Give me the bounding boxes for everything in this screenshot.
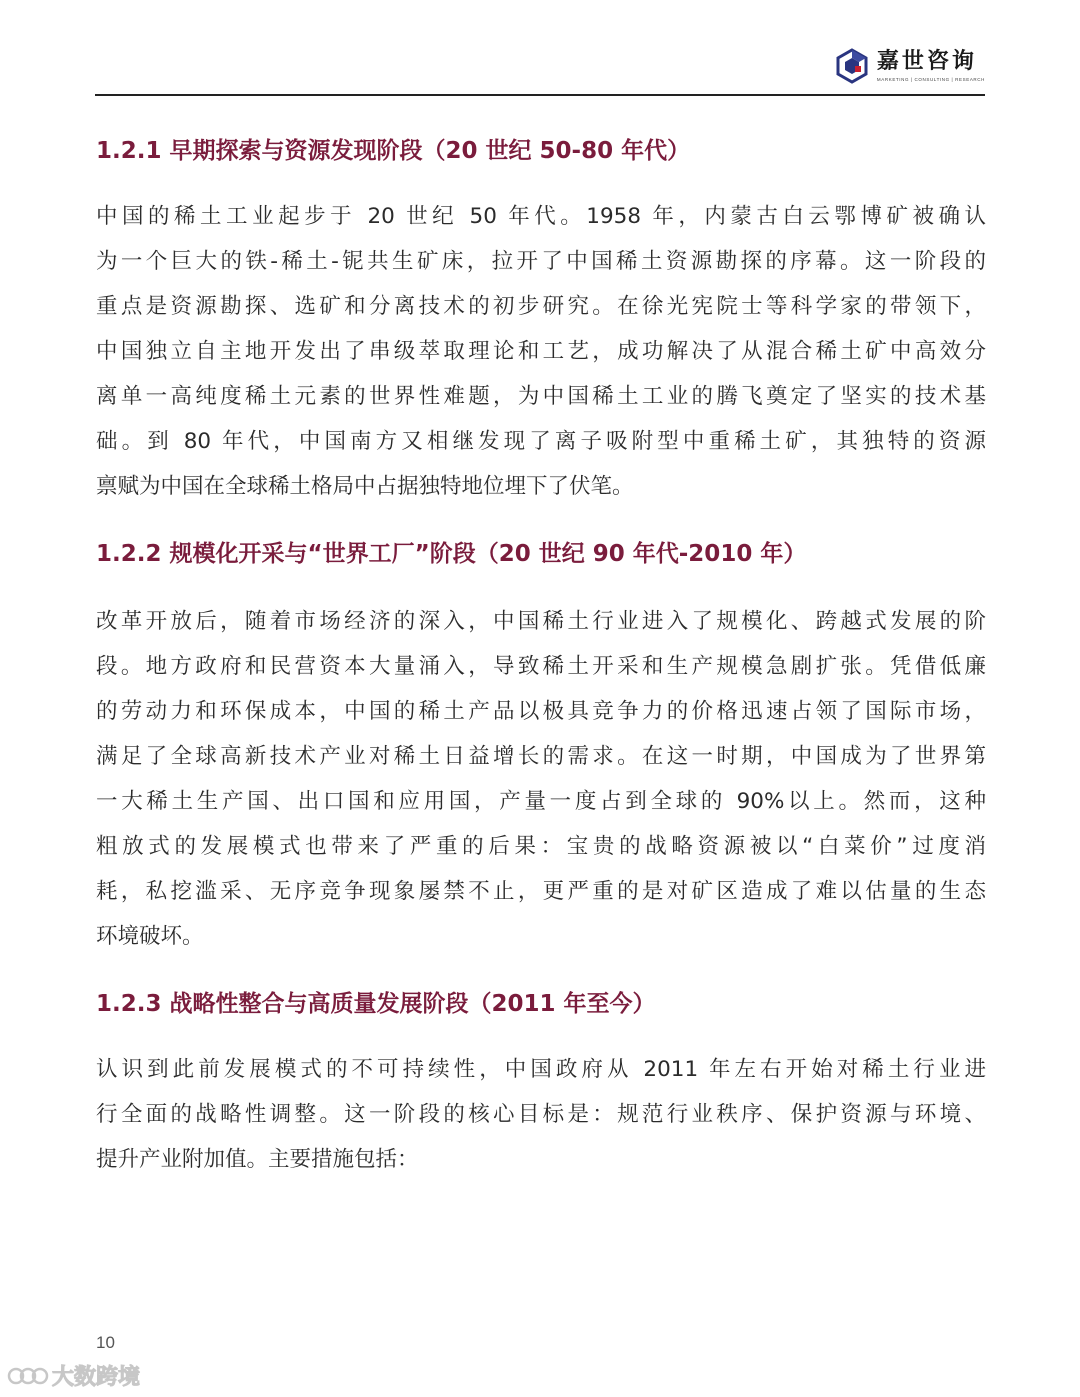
paragraph-line: 为一个巨大的铁-稀土-铌共生矿床，拉开了中国稀土资源勘探的序幕。这一阶段的 bbox=[96, 249, 986, 274]
paragraph-line: 础。到 80 年代，中国南方又相继发现了离子吸附型中重稀土矿，其独特的资源 bbox=[96, 429, 986, 454]
brand bbox=[835, 48, 985, 84]
paragraph-line: 重点是资源勘探、选矿和分离技术的初步研究。在徐光宪院士等科学家的带领下， bbox=[96, 294, 986, 319]
paragraph-line: 环境破坏。 bbox=[96, 924, 204, 949]
section-heading: 1.2.2 规模化开采与“世界工厂”阶段（20 世纪 90 年代-2010 年） bbox=[96, 541, 807, 567]
paragraph-line: 一大稀土生产国、出口国和应用国，产量一度占到全球的 90%以上。然而，这种 bbox=[96, 789, 986, 814]
section-paragraph bbox=[96, 599, 986, 959]
watermark-text: 大数跨境 bbox=[52, 1365, 141, 1390]
paragraph-line: 认识到此前发展模式的不可持续性，中国政府从 2011 年左右开始对稀土行业进 bbox=[96, 1057, 986, 1082]
header-divider bbox=[95, 94, 985, 96]
paragraph-line: 中国独立自主地开发出了串级萃取理论和工艺，成功解决了从混合稀土矿中高效分 bbox=[96, 339, 986, 364]
paragraph-line: 行全面的战略性调整。这一阶段的核心目标是：规范行业秩序、保护资源与环境、 bbox=[96, 1102, 986, 1127]
paragraph-line: 段。地方政府和民营资本大量涌入，导致稀土开采和生产规模急剧扩张。凭借低廉 bbox=[96, 654, 986, 679]
page-number: 10 bbox=[96, 1333, 115, 1352]
paragraph-line: 禀赋为中国在全球稀土格局中占据独特地位埋下了伏笔。 bbox=[96, 474, 634, 499]
paragraph-line: 满足了全球高新技术产业对稀土日益增长的需求。在这一时期，中国成为了世界第 bbox=[96, 744, 986, 769]
watermark-logo-icon bbox=[6, 1362, 50, 1390]
section-heading: 1.2.1 早期探索与资源发现阶段（20 世纪 50-80 年代） bbox=[96, 138, 691, 164]
brand-tagline: MARKETING | CONSULTING | RESEARCH bbox=[876, 77, 985, 82]
paragraph-line: 离单一高纯度稀土元素的世界性难题，为中国稀土工业的腾飞奠定了坚实的技术基 bbox=[96, 384, 986, 409]
section-heading: 1.2.3 战略性整合与高质量发展阶段（2011 年至今） bbox=[96, 991, 656, 1017]
paragraph-line: 提升产业附加值。主要措施包括： bbox=[96, 1147, 419, 1172]
paragraph-line: 改革开放后，随着市场经济的深入，中国稀土行业进入了规模化、跨越式发展的阶 bbox=[96, 609, 986, 634]
paragraph-line: 耗，私挖滥采、无序竞争现象屡禁不止，更严重的是对矿区造成了难以估量的生态 bbox=[96, 879, 986, 904]
section-paragraph bbox=[96, 194, 986, 509]
brand-logo-icon bbox=[835, 48, 869, 84]
paragraph-line: 粗放式的发展模式也带来了严重的后果：宝贵的战略资源被以“白菜价”过度消 bbox=[96, 834, 986, 859]
section-paragraph bbox=[96, 1047, 986, 1182]
watermark bbox=[6, 1360, 140, 1391]
brand-name: 嘉世咨询 bbox=[876, 49, 977, 74]
paragraph-line: 的劳动力和环保成本，中国的稀土产品以极具竞争力的价格迅速占领了国际市场， bbox=[96, 699, 986, 724]
document-body bbox=[96, 128, 986, 1182]
page-header bbox=[95, 40, 985, 96]
paragraph-line: 中国的稀土工业起步于 20 世纪 50 年代。1958 年，内蒙古白云鄂博矿被确认 bbox=[96, 204, 986, 229]
